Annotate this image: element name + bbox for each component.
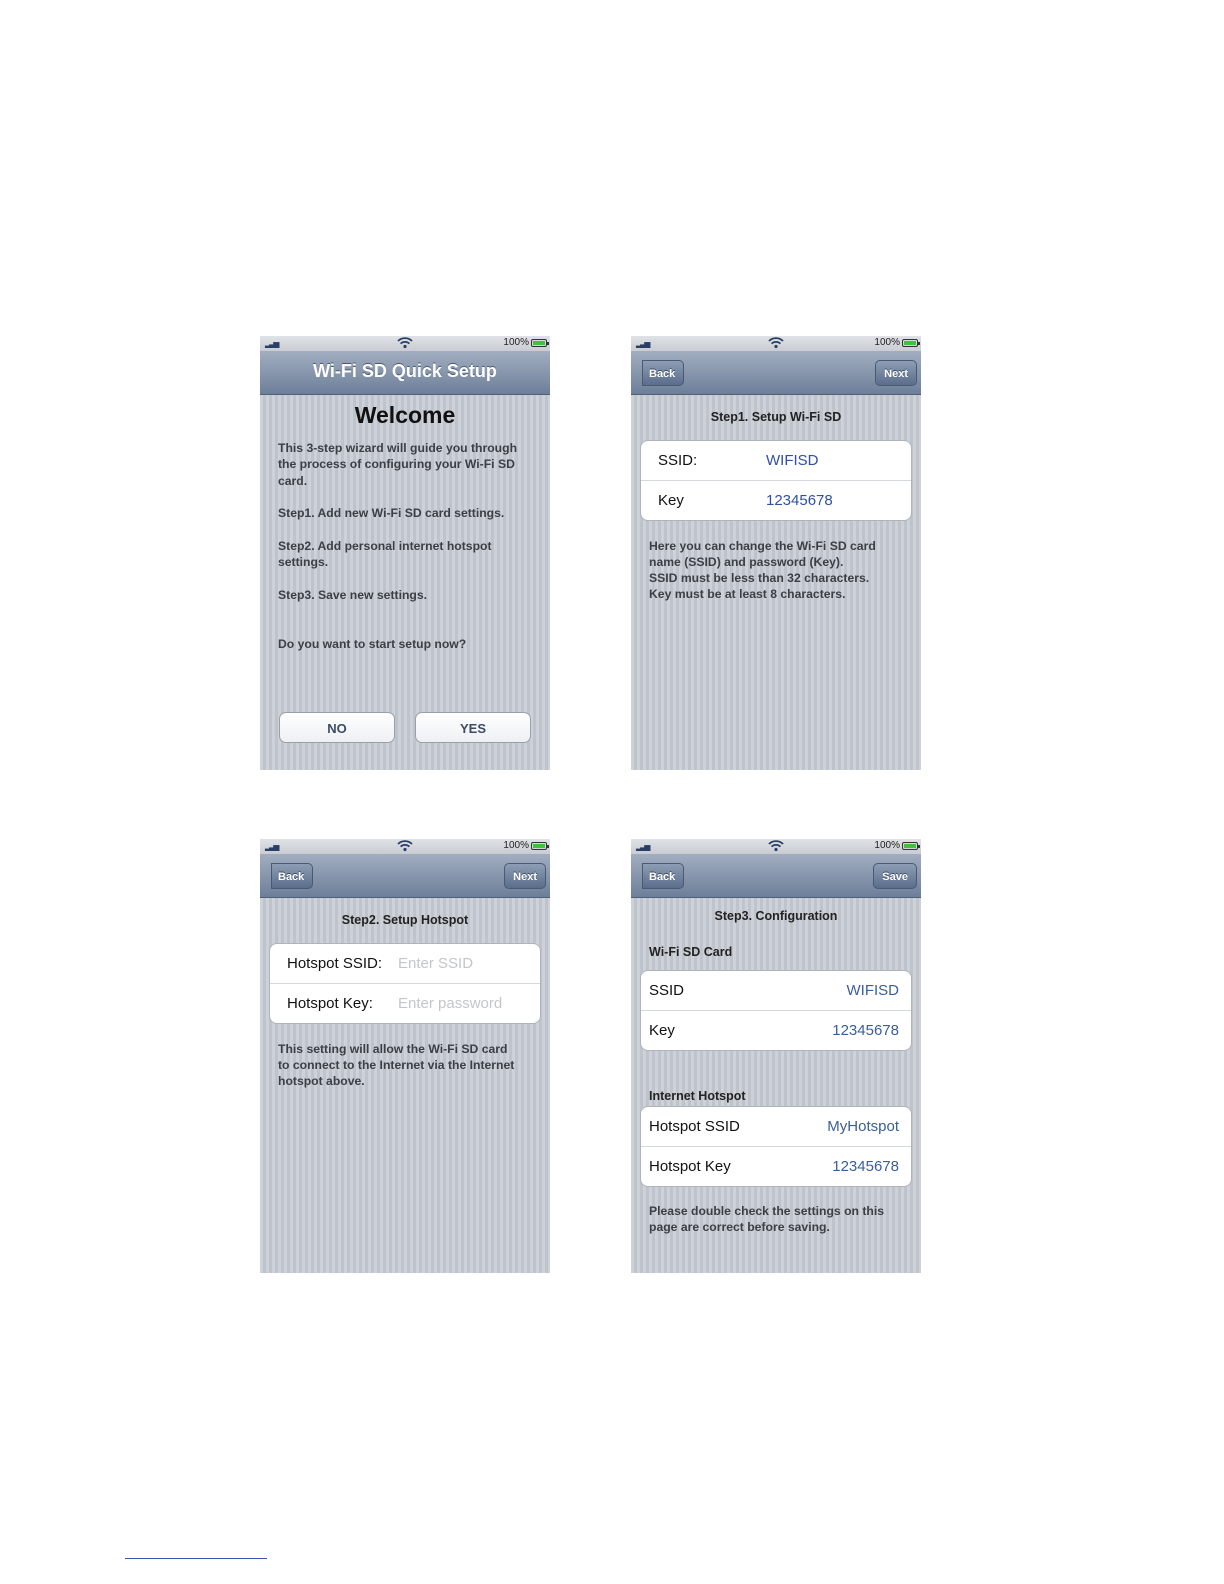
- key-label: Key: [649, 1022, 675, 1039]
- battery-percent: 100%: [874, 337, 900, 348]
- note-line-2: page are correct before saving.: [649, 1220, 830, 1234]
- signal-bars-icon: ▂▃▅: [636, 339, 649, 348]
- back-button[interactable]: [271, 863, 313, 889]
- step-title: Step3. Configuration: [714, 909, 838, 923]
- signal-bars-icon: ▂▃▅: [265, 339, 278, 348]
- hotspot-key-label: Hotspot Key:: [287, 995, 373, 1012]
- ssid-field[interactable]: WIFISD: [766, 452, 819, 469]
- battery-icon: [531, 339, 547, 347]
- battery-percent: 100%: [503, 840, 529, 851]
- battery-percent: 100%: [503, 337, 529, 348]
- ssid-row: [641, 971, 911, 1011]
- hotspot-summary-group: [640, 1106, 912, 1187]
- back-button[interactable]: [642, 863, 684, 889]
- next-button[interactable]: Next: [504, 863, 546, 889]
- hotspot-ssid-label: Hotspot SSID: [649, 1118, 740, 1135]
- hotspot-ssid-input[interactable]: Enter SSID: [398, 955, 474, 972]
- key-row[interactable]: [641, 481, 911, 520]
- hotspot-key-row[interactable]: [270, 984, 540, 1023]
- back-button-label: Back: [649, 368, 676, 380]
- battery-icon: [902, 339, 918, 347]
- wifi-icon: [768, 839, 784, 855]
- hotspot-key-input[interactable]: Enter password: [398, 995, 503, 1012]
- note-line-1: Please double check the settings on this: [649, 1204, 885, 1218]
- navigation-bar: [260, 351, 550, 395]
- hotspot-key-value: 12345678: [832, 1158, 899, 1175]
- wifi-icon: [397, 336, 413, 352]
- hotspot-ssid-label: Hotspot SSID:: [287, 955, 383, 972]
- intro-text: This 3-step wizard will guide you through the process of configuring your Wi-Fi SD card.: [278, 441, 518, 488]
- back-button-label: Back: [278, 871, 305, 883]
- status-bar: [260, 839, 550, 854]
- note-line-4: Key must be at least 8 characters.: [649, 587, 846, 601]
- battery-icon: [531, 842, 547, 850]
- welcome-heading: Welcome: [354, 402, 456, 428]
- note-line-2: to connect to the Internet via the Internet: [278, 1058, 515, 1072]
- ssid-label: SSID: [649, 982, 685, 999]
- configuration-screen: [631, 839, 921, 1273]
- save-button[interactable]: Save: [873, 863, 917, 889]
- step1-text: Step1. Add new Wi-Fi SD card settings.: [278, 506, 505, 520]
- step-title: Step2. Setup Hotspot: [341, 913, 469, 927]
- hotspot-settings-group: [269, 943, 541, 1024]
- hotspot-ssid-row[interactable]: [270, 944, 540, 984]
- wifi-sd-summary-group: [640, 970, 912, 1051]
- note-line-3: SSID must be less than 32 characters.: [649, 571, 870, 585]
- wifi-icon: [768, 336, 784, 352]
- note-line-2: name (SSID) and password (Key).: [649, 555, 844, 569]
- hotspot-key-row: [641, 1147, 911, 1186]
- key-row: [641, 1011, 911, 1050]
- status-bar: [631, 839, 921, 854]
- no-button[interactable]: NO: [279, 712, 395, 743]
- nav-title: Wi-Fi SD Quick Setup: [313, 361, 497, 381]
- signal-bars-icon: ▂▃▅: [636, 842, 649, 851]
- navigation-bar: [631, 854, 921, 898]
- back-button-label: Back: [649, 871, 676, 883]
- navigation-bar: [260, 854, 550, 898]
- welcome-screen: [260, 336, 550, 770]
- next-button[interactable]: Next: [875, 360, 917, 386]
- back-button[interactable]: [642, 360, 684, 386]
- hotspot-key-label: Hotspot Key: [649, 1158, 731, 1175]
- signal-bars-icon: ▂▃▅: [265, 842, 278, 851]
- key-field[interactable]: 12345678: [766, 492, 833, 509]
- navigation-bar: [631, 351, 921, 395]
- yes-button[interactable]: YES: [415, 712, 531, 743]
- hotspot-ssid-row: [641, 1107, 911, 1147]
- setup-hotspot-screen: [260, 839, 550, 1273]
- section-internet-hotspot: Internet Hotspot: [649, 1089, 746, 1103]
- ssid-row[interactable]: [641, 441, 911, 481]
- setup-wifi-sd-screen: [631, 336, 921, 770]
- battery-icon: [902, 842, 918, 850]
- hotspot-ssid-value: MyHotspot: [827, 1118, 899, 1135]
- step-title: Step1. Setup Wi-Fi SD: [710, 410, 842, 424]
- key-value: 12345678: [832, 1022, 899, 1039]
- note-line-1: Here you can change the Wi-Fi SD card: [649, 539, 876, 553]
- start-question: Do you want to start setup now?: [278, 637, 467, 651]
- wifi-sd-settings-group: [640, 440, 912, 521]
- section-wifi-sd-card: Wi-Fi SD Card: [649, 945, 733, 959]
- key-label: Key: [658, 492, 684, 509]
- ssid-value: WIFISD: [846, 982, 899, 999]
- footnote-rule: [125, 1558, 267, 1559]
- status-bar: [260, 336, 550, 351]
- note-line-3: hotspot above.: [278, 1074, 365, 1088]
- status-bar: [631, 336, 921, 351]
- step3-text: Step3. Save new settings.: [278, 588, 428, 602]
- ssid-label: SSID:: [658, 452, 698, 469]
- step2-text: Step2. Add personal internet hotspot settings.: [278, 539, 492, 570]
- battery-percent: 100%: [874, 840, 900, 851]
- note-line-1: This setting will allow the Wi-Fi SD card: [278, 1042, 508, 1056]
- wifi-icon: [397, 839, 413, 855]
